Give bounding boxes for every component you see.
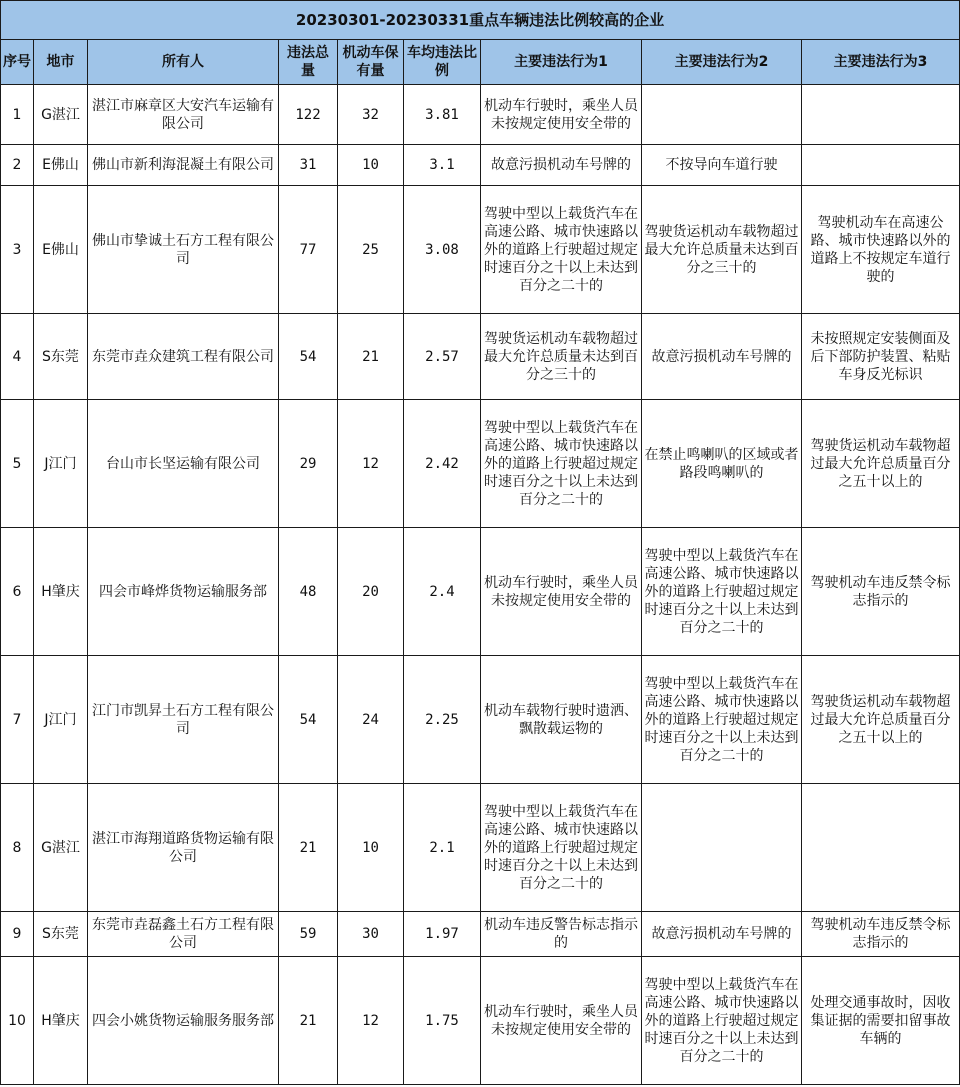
table-title: 20230301-20230331重点车辆违法比例较高的企业 [1, 1, 960, 40]
cell-vehicles: 32 [338, 85, 404, 145]
cell-violations: 48 [279, 528, 338, 656]
cell-behavior1: 故意污损机动车号牌的 [481, 145, 642, 186]
cell-ratio: 3.08 [404, 186, 481, 314]
cell-behavior2: 在禁止鸣喇叭的区域或者路段鸣喇叭的 [642, 400, 802, 528]
cell-city: J江门 [34, 656, 88, 784]
cell-vehicles: 20 [338, 528, 404, 656]
cell-behavior2: 驾驶货运机动车载物超过最大允许总质量未达到百分之三十的 [642, 186, 802, 314]
cell-index: 10 [1, 957, 34, 1085]
cell-behavior1: 驾驶货运机动车载物超过最大允许总质量未达到百分之三十的 [481, 314, 642, 400]
cell-index: 2 [1, 145, 34, 186]
cell-behavior2: 驾驶中型以上载货汽车在高速公路、城市快速路以外的道路上行驶超过规定时速百分之十以上未达到百分之二十的 [642, 528, 802, 656]
cell-index: 5 [1, 400, 34, 528]
table-row [1, 400, 960, 528]
cell-ratio: 2.57 [404, 314, 481, 400]
table-row [1, 656, 960, 784]
cell-owner: 东莞市垚磊鑫土石方工程有限公司 [88, 912, 279, 957]
cell-index: 9 [1, 912, 34, 957]
cell-behavior1: 机动车行驶时，乘坐人员未按规定使用安全带的 [481, 957, 642, 1085]
cell-ratio: 3.81 [404, 85, 481, 145]
cell-vehicles: 30 [338, 912, 404, 957]
cell-behavior2: 不按导向车道行驶 [642, 145, 802, 186]
cell-city: H肇庆 [34, 957, 88, 1085]
header-behavior2: 主要违法行为2 [642, 40, 802, 85]
header-behavior1: 主要违法行为1 [481, 40, 642, 85]
cell-behavior3 [802, 85, 960, 145]
cell-vehicles: 21 [338, 314, 404, 400]
cell-behavior2: 故意污损机动车号牌的 [642, 314, 802, 400]
cell-behavior3: 驾驶机动车违反禁令标志指示的 [802, 912, 960, 957]
cell-index: 8 [1, 784, 34, 912]
cell-vehicles: 10 [338, 784, 404, 912]
cell-behavior1: 机动车行驶时，乘坐人员未按规定使用安全带的 [481, 528, 642, 656]
table-row [1, 314, 960, 400]
cell-index: 3 [1, 186, 34, 314]
cell-vehicles: 12 [338, 957, 404, 1085]
cell-ratio: 3.1 [404, 145, 481, 186]
table-row [1, 957, 960, 1085]
cell-behavior3: 驾驶机动车在高速公路、城市快速路以外的道路上不按规定车道行驶的 [802, 186, 960, 314]
cell-vehicles: 12 [338, 400, 404, 528]
cell-behavior1: 驾驶中型以上载货汽车在高速公路、城市快速路以外的道路上行驶超过规定时速百分之十以上未达到百分之二十的 [481, 186, 642, 314]
cell-index: 4 [1, 314, 34, 400]
cell-violations: 31 [279, 145, 338, 186]
table-row [1, 186, 960, 314]
cell-ratio: 2.4 [404, 528, 481, 656]
table-row [1, 912, 960, 957]
cell-behavior1: 驾驶中型以上载货汽车在高速公路、城市快速路以外的道路上行驶超过规定时速百分之十以上未达到百分之二十的 [481, 784, 642, 912]
cell-owner: 湛江市海翔道路货物运输有限公司 [88, 784, 279, 912]
cell-city: S东莞 [34, 912, 88, 957]
table-row [1, 85, 960, 145]
cell-ratio: 2.1 [404, 784, 481, 912]
cell-violations: 59 [279, 912, 338, 957]
cell-city: H肇庆 [34, 528, 88, 656]
header-owner: 所有人 [88, 40, 279, 85]
header-violations: 违法总量 [279, 40, 338, 85]
cell-index: 1 [1, 85, 34, 145]
cell-index: 7 [1, 656, 34, 784]
cell-owner: 江门市凯昇土石方工程有限公司 [88, 656, 279, 784]
header-ratio: 车均违法比例 [404, 40, 481, 85]
cell-behavior3: 驾驶货运机动车载物超过最大允许总质量百分之五十以上的 [802, 400, 960, 528]
cell-vehicles: 10 [338, 145, 404, 186]
cell-city: G湛江 [34, 85, 88, 145]
cell-behavior2: 故意污损机动车号牌的 [642, 912, 802, 957]
cell-behavior2: 驾驶中型以上载货汽车在高速公路、城市快速路以外的道路上行驶超过规定时速百分之十以上未达到百分之二十的 [642, 656, 802, 784]
cell-violations: 54 [279, 314, 338, 400]
cell-behavior1: 机动车违反警告标志指示的 [481, 912, 642, 957]
cell-behavior3: 未按照规定安装侧面及后下部防护装置、粘贴车身反光标识 [802, 314, 960, 400]
table-row [1, 145, 960, 186]
cell-violations: 29 [279, 400, 338, 528]
cell-violations: 21 [279, 784, 338, 912]
cell-behavior2 [642, 85, 802, 145]
header-behavior3: 主要违法行为3 [802, 40, 960, 85]
header-index: 序号 [1, 40, 34, 85]
cell-behavior3 [802, 784, 960, 912]
cell-city: E佛山 [34, 145, 88, 186]
cell-behavior3: 驾驶货运机动车载物超过最大允许总质量百分之五十以上的 [802, 656, 960, 784]
cell-owner: 四会小姚货物运输服务服务部 [88, 957, 279, 1085]
cell-behavior3: 驾驶机动车违反禁令标志指示的 [802, 528, 960, 656]
header-city: 地市 [34, 40, 88, 85]
header-vehicles: 机动车保有量 [338, 40, 404, 85]
cell-behavior1: 机动车行驶时，乘坐人员未按规定使用安全带的 [481, 85, 642, 145]
header-row [1, 40, 960, 85]
cell-violations: 21 [279, 957, 338, 1085]
cell-city: E佛山 [34, 186, 88, 314]
cell-city: J江门 [34, 400, 88, 528]
table-row [1, 528, 960, 656]
cell-owner: 佛山市新利海混凝土有限公司 [88, 145, 279, 186]
cell-behavior2: 驾驶中型以上载货汽车在高速公路、城市快速路以外的道路上行驶超过规定时速百分之十以上未达到百分之二十的 [642, 957, 802, 1085]
cell-ratio: 2.25 [404, 656, 481, 784]
cell-behavior3: 处理交通事故时，因收集证据的需要扣留事故车辆的 [802, 957, 960, 1085]
cell-behavior2 [642, 784, 802, 912]
cell-owner: 台山市长坚运输有限公司 [88, 400, 279, 528]
cell-vehicles: 25 [338, 186, 404, 314]
cell-behavior3 [802, 145, 960, 186]
cell-city: S东莞 [34, 314, 88, 400]
cell-behavior1: 驾驶中型以上载货汽车在高速公路、城市快速路以外的道路上行驶超过规定时速百分之十以上未达到百分之二十的 [481, 400, 642, 528]
cell-violations: 77 [279, 186, 338, 314]
cell-ratio: 2.42 [404, 400, 481, 528]
cell-index: 6 [1, 528, 34, 656]
cell-owner: 佛山市挚诚土石方工程有限公司 [88, 186, 279, 314]
cell-violations: 122 [279, 85, 338, 145]
cell-owner: 湛江市麻章区大安汽车运输有限公司 [88, 85, 279, 145]
cell-owner: 四会市峰烨货物运输服务部 [88, 528, 279, 656]
cell-owner: 东莞市垚众建筑工程有限公司 [88, 314, 279, 400]
cell-violations: 54 [279, 656, 338, 784]
cell-vehicles: 24 [338, 656, 404, 784]
table-row [1, 784, 960, 912]
cell-ratio: 1.97 [404, 912, 481, 957]
cell-behavior1: 机动车载物行驶时遗洒、飘散载运物的 [481, 656, 642, 784]
cell-ratio: 1.75 [404, 957, 481, 1085]
cell-city: G湛江 [34, 784, 88, 912]
